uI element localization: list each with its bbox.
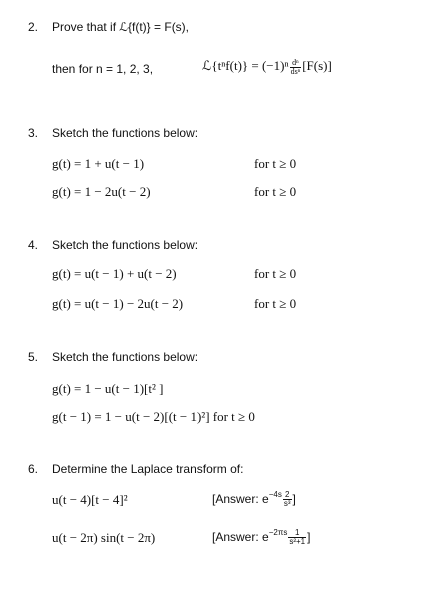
problem-5-number: 5.: [28, 350, 39, 364]
answer-2-frac-bottom: s²+1: [289, 537, 306, 547]
frac-bottom: dsⁿ: [290, 66, 301, 76]
answer-2-suffix: ]: [307, 530, 311, 544]
problem-6-expr-1: u(t − 4)[t − 4]²: [52, 492, 128, 507]
problem-4-expr-2: g(t) = u(t − 1) − 2u(t − 2): [52, 296, 184, 311]
problem-3-expr-1: g(t) = 1 + u(t − 1): [52, 156, 145, 171]
problem-6-expr-2: u(t − 2π) sin(t − 2π): [52, 530, 156, 545]
answer-1-frac-bottom: s³: [283, 499, 291, 509]
problem-3-prompt: Sketch the functions below:: [52, 126, 199, 140]
problem-2-statement: Prove that if ℒ{f(t)} = F(s),: [52, 20, 190, 34]
problem-6-answer-1: [212, 490, 296, 508]
problem-5-expr-2: g(t − 1) = 1 − u(t − 2)[(t − 1)²] for t ≥ 0: [52, 409, 255, 424]
problem-5-prompt: Sketch the functions below:: [52, 350, 199, 364]
answer-1-frac-top: 2: [283, 491, 292, 500]
answer-1-fraction: [283, 491, 292, 508]
problem-6-prompt: Determine the Laplace transform of:: [52, 462, 244, 476]
problem-6-answer-2: [212, 528, 310, 546]
answer-2-exponent: −2πs: [268, 528, 288, 537]
problem-4-prompt: Sketch the functions below:: [52, 238, 199, 252]
answer-1-suffix: ]: [292, 492, 296, 506]
frac-top: dⁿ: [290, 59, 302, 68]
answer-1-prefix: [Answer: e: [212, 492, 269, 506]
problem-4-cond-2: for t ≥ 0: [254, 296, 297, 311]
answer-1-exponent: −4s: [268, 490, 282, 499]
problem-3-cond-2: for t ≥ 0: [254, 184, 297, 199]
problem-2-condition: then for n = 1, 2, 3,: [52, 62, 154, 76]
problem-4-expr-1: g(t) = u(t − 1) + u(t − 2): [52, 266, 177, 281]
problem-4-number: 4.: [28, 238, 39, 252]
formula-left: ℒ{tⁿf(t)} = (−1)ⁿ: [202, 58, 289, 73]
answer-2-prefix: [Answer: e: [212, 530, 269, 544]
formula-right: [F(s)]: [302, 58, 332, 73]
problem-3-expr-2: g(t) = 1 − 2u(t − 2): [52, 184, 151, 199]
problem-3-cond-1: for t ≥ 0: [254, 156, 297, 171]
problem-6-number: 6.: [28, 462, 39, 476]
answer-2-fraction: [288, 529, 306, 546]
answer-2-frac-top: 1: [288, 529, 306, 538]
problem-2-number: 2.: [28, 20, 39, 34]
problem-4-cond-1: for t ≥ 0: [254, 266, 297, 281]
derivative-fraction: [290, 59, 302, 76]
problem-2-formula: [202, 58, 332, 76]
problem-5-expr-1: g(t) = 1 − u(t − 1)[t² ]: [52, 381, 164, 396]
problem-3-number: 3.: [28, 126, 39, 140]
